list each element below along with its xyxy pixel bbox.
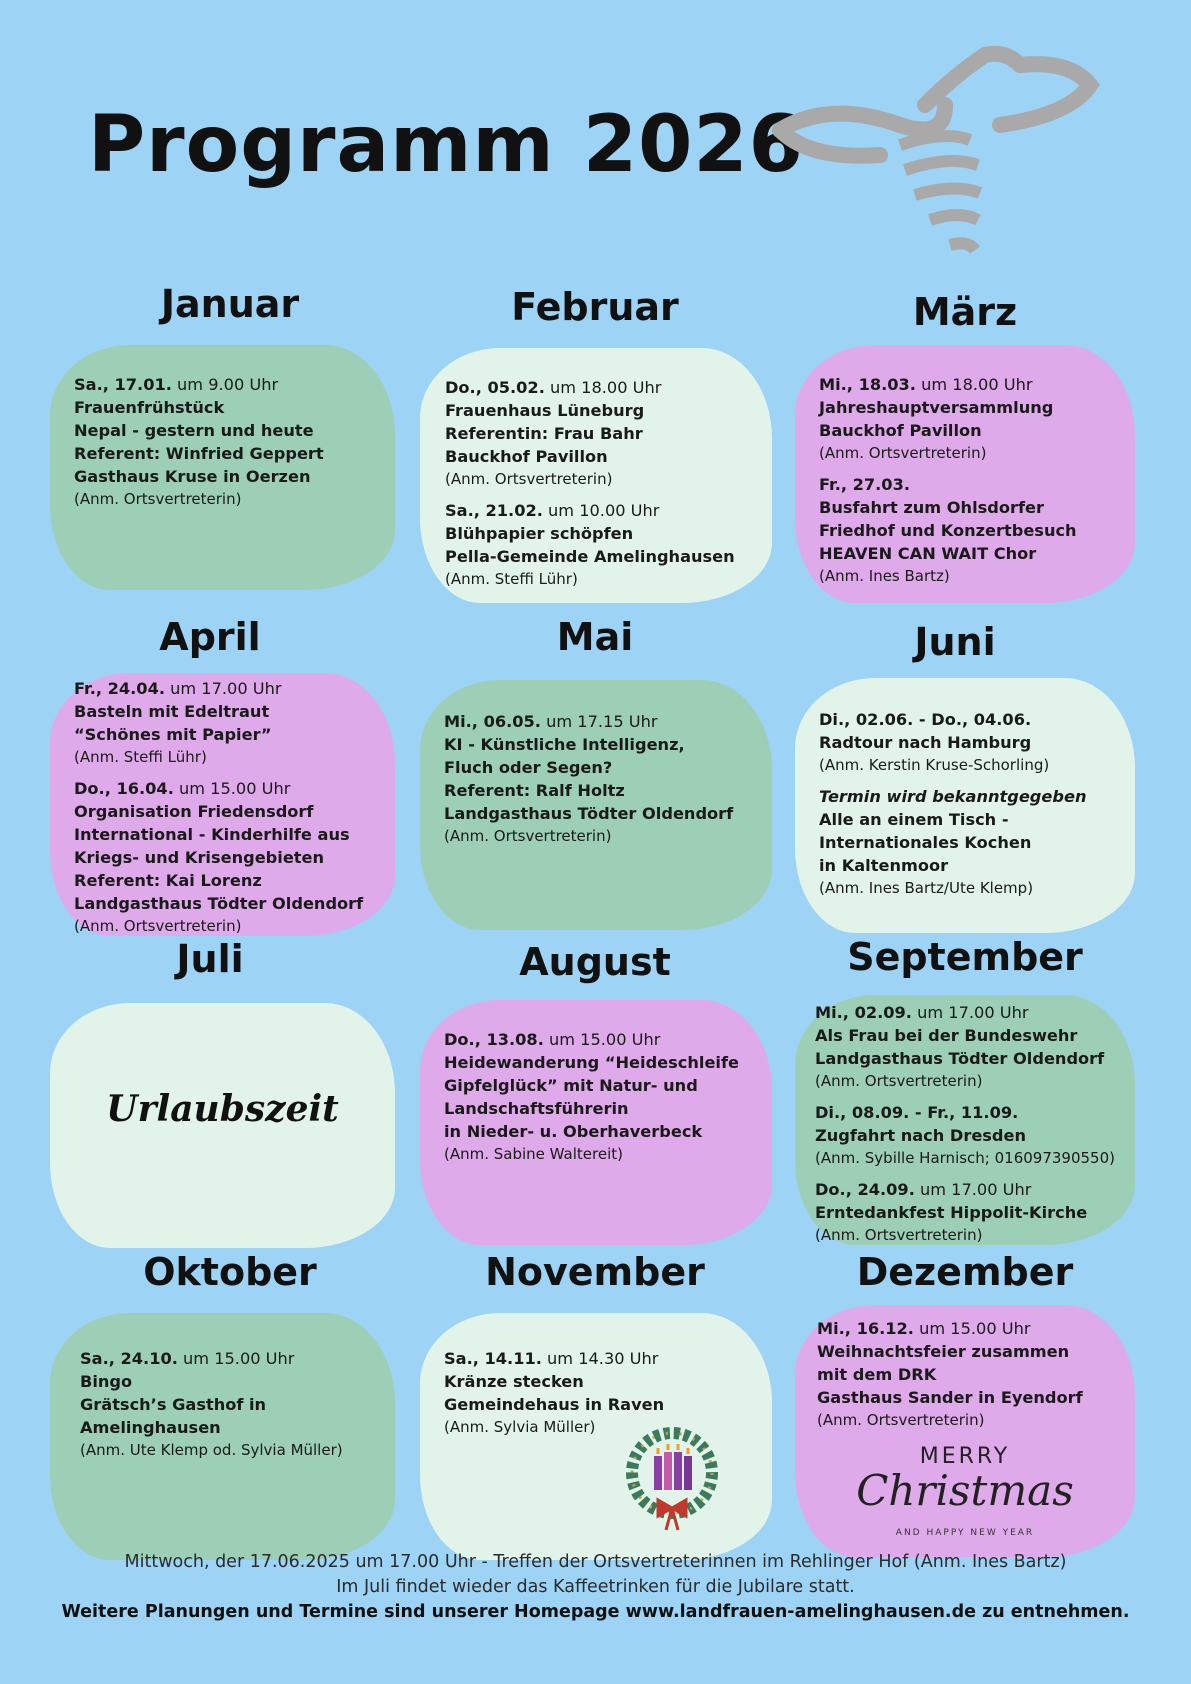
event-detail: Bingo	[80, 1372, 133, 1391]
event-entry	[819, 473, 1115, 588]
event-detail: Frauenfrühstück	[74, 398, 225, 417]
event-date: Mi., 02.09.	[815, 1003, 912, 1022]
event-card-april	[50, 673, 395, 936]
event-registration-note: (Anm. Kerstin Kruse-Schorling)	[819, 756, 1050, 774]
month-heading-juli: Juli	[176, 937, 244, 981]
event-detail: Grätsch’s Gasthof in	[80, 1395, 267, 1414]
event-time: um 18.00 Uhr	[544, 378, 662, 397]
event-card-maerz	[795, 345, 1135, 603]
month-heading-juni: Juni	[914, 620, 996, 664]
footer-line-3: Weitere Planungen und Termine sind unserer Homepage www.landfrauen-amelinghausen.de zu entnehmen.	[61, 1602, 1130, 1622]
event-detail: Jahreshauptversammlung	[819, 398, 1054, 417]
event-detail: “Schönes mit Papier”	[74, 725, 272, 744]
event-time: um 15.00 Uhr	[177, 1349, 295, 1368]
month-heading-februar: Februar	[511, 285, 679, 329]
event-registration-note: (Anm. Ortsvertreterin)	[74, 490, 242, 508]
event-date: Do., 05.02.	[445, 378, 545, 397]
event-entry	[74, 777, 375, 938]
month-heading-januar: Januar	[160, 282, 300, 326]
event-date-line	[444, 1028, 752, 1051]
event-entry	[819, 785, 1115, 900]
event-date: Sa., 24.10.	[80, 1349, 178, 1368]
event-time: um 18.00 Uhr	[915, 375, 1033, 394]
event-detail: Alle an einem Tisch -	[819, 810, 1009, 829]
month-heading-dezember: Dezember	[856, 1250, 1074, 1294]
event-detail: Referentin: Frau Bahr	[445, 424, 643, 443]
event-entry	[444, 710, 752, 848]
event-date-line	[445, 499, 752, 522]
event-registration-note: (Anm. Ortsvertreterin)	[815, 1226, 983, 1244]
month-heading-mai: Mai	[556, 615, 634, 659]
event-detail: Kriegs- und Krisengebieten	[74, 848, 325, 867]
event-date: Do., 16.04.	[74, 779, 174, 798]
event-detail: Bauckhof Pavillon	[445, 447, 608, 466]
footer-line-2: Im Juli findet wieder das Kaffeetrinken für die Jubilare statt.	[336, 1577, 855, 1597]
event-card-februar	[420, 348, 772, 603]
event-detail: KI - Künstliche Intelligenz,	[444, 735, 685, 754]
merry-christmas-graphic	[795, 1445, 1135, 1545]
event-date: Sa., 14.11.	[444, 1349, 542, 1368]
event-date: Di., 08.09. - Fr., 11.09.	[815, 1103, 1019, 1122]
event-card-dezember	[795, 1305, 1135, 1557]
event-card-juli	[50, 1003, 395, 1248]
event-entry	[819, 708, 1115, 777]
event-date-line	[445, 376, 752, 399]
event-card-oktober	[50, 1313, 395, 1560]
event-entry	[819, 373, 1115, 465]
event-detail: Amelinghausen	[80, 1418, 221, 1437]
event-card-mai	[420, 680, 772, 930]
event-detail: Weihnachtsfeier zusammen	[817, 1342, 1070, 1361]
event-time: um 15.00 Uhr	[173, 779, 291, 798]
month-heading-maerz: März	[912, 290, 1018, 334]
event-detail: Landgasthaus Tödter Oldendorf	[815, 1049, 1105, 1068]
happy-new-year-line: AND HAPPY NEW YEAR	[895, 1528, 1035, 1538]
advent-wreath-icon	[620, 1418, 725, 1533]
event-date: Di., 02.06. - Do., 04.06.	[819, 710, 1032, 729]
bee-logo-icon	[770, 45, 1100, 275]
page-title: Programm 2026	[88, 100, 804, 190]
event-time: um 9.00 Uhr	[171, 375, 279, 394]
event-date-line	[817, 1317, 1115, 1340]
event-date: Do., 13.08.	[444, 1030, 544, 1049]
event-detail: Landschaftsführerin	[444, 1099, 629, 1118]
urlaubszeit-label: Urlaubszeit	[106, 1088, 339, 1130]
event-registration-note: (Anm. Ortsvertreterin)	[819, 444, 987, 462]
event-date-line	[819, 373, 1115, 396]
event-registration-note: (Anm. Steffi Lühr)	[445, 570, 578, 588]
event-date: Mi., 06.05.	[444, 712, 541, 731]
event-registration-note: (Anm. Steffi Lühr)	[74, 748, 207, 766]
event-detail: in Kaltenmoor	[819, 856, 949, 875]
event-detail: Gemeindehaus in Raven	[444, 1395, 665, 1414]
event-date-line	[815, 1001, 1115, 1024]
event-detail: Als Frau bei der Bundeswehr	[815, 1026, 1078, 1045]
event-detail: Blühpapier schöpfen	[445, 524, 634, 543]
event-detail: Heidewanderung “Heideschleife	[444, 1053, 739, 1072]
event-detail: Referent: Kai Lorenz	[74, 871, 262, 890]
event-entry	[445, 499, 752, 591]
event-detail: Frauenhaus Lüneburg	[445, 401, 645, 420]
event-card-september	[795, 995, 1135, 1245]
event-date-line	[80, 1347, 375, 1370]
christmas-line: Christmas	[856, 1466, 1074, 1515]
event-detail: Landgasthaus Tödter Oldendorf	[444, 804, 734, 823]
event-detail: HEAVEN CAN WAIT Chor	[819, 544, 1037, 563]
event-detail: Kränze stecken	[444, 1372, 584, 1391]
event-card-november	[420, 1313, 772, 1560]
event-entry	[815, 1178, 1115, 1247]
event-registration-note: (Anm. Ines Bartz/Ute Klemp)	[819, 879, 1034, 897]
event-entry	[444, 1028, 752, 1166]
event-time: um 17.00 Uhr	[911, 1003, 1029, 1022]
event-registration-note: (Anm. Ortsvertreterin)	[74, 917, 242, 935]
event-detail: Nepal - gestern und heute	[74, 421, 314, 440]
event-entry	[445, 376, 752, 491]
event-detail: Radtour nach Hamburg	[819, 733, 1032, 752]
event-date-line	[815, 1178, 1115, 1201]
event-time: um 14.30 Uhr	[541, 1349, 659, 1368]
footer	[0, 1550, 1191, 1625]
event-detail: Busfahrt zum Ohlsdorfer	[819, 498, 1044, 517]
event-date: Fr., 27.03.	[819, 475, 910, 494]
event-card-juni	[795, 678, 1135, 933]
event-date-line	[819, 473, 1115, 496]
event-detail: in Nieder- u. Oberhaverbeck	[444, 1122, 703, 1141]
event-time: um 15.00 Uhr	[543, 1030, 661, 1049]
event-detail: Referent: Ralf Holtz	[444, 781, 625, 800]
event-date-line	[444, 710, 752, 733]
event-entry	[815, 1001, 1115, 1093]
event-registration-note: (Anm. Sylvia Müller)	[444, 1418, 596, 1436]
event-date: Sa., 17.01.	[74, 375, 172, 394]
event-detail: Erntedankfest Hippolit-Kirche	[815, 1203, 1088, 1222]
event-time: um 10.00 Uhr	[542, 501, 660, 520]
month-heading-november: November	[485, 1250, 705, 1294]
event-detail: Fluch oder Segen?	[444, 758, 613, 777]
merry-line: MERRY	[919, 1444, 1011, 1469]
event-card-januar	[50, 345, 395, 590]
month-heading-september: September	[847, 935, 1083, 979]
event-detail: Basteln mit Edeltraut	[74, 702, 270, 721]
event-date-line	[819, 708, 1115, 731]
event-registration-note: (Anm. Ortsvertreterin)	[815, 1072, 983, 1090]
event-date-line	[74, 777, 375, 800]
event-time: um 15.00 Uhr	[913, 1319, 1031, 1338]
event-time: um 17.15 Uhr	[540, 712, 658, 731]
event-detail: Gasthaus Kruse in Oerzen	[74, 467, 311, 486]
event-detail: Pella-Gemeinde Amelinghausen	[445, 547, 735, 566]
event-registration-note: (Anm. Ute Klemp od. Sylvia Müller)	[80, 1441, 343, 1459]
event-status: Termin wird bekanntgegeben	[819, 787, 1087, 806]
footer-line-1: Mittwoch, der 17.06.2025 um 17.00 Uhr - Treffen der Ortsvertreterinnen im Rehlinger Hof (Anm. Ines Bartz)	[124, 1552, 1067, 1572]
event-card-august	[420, 1000, 772, 1245]
event-date-line	[815, 1101, 1115, 1124]
event-entry	[817, 1317, 1115, 1432]
event-detail: Friedhof und Konzertbesuch	[819, 521, 1077, 540]
event-date: Do., 24.09.	[815, 1180, 915, 1199]
event-date-line	[444, 1347, 752, 1370]
month-heading-april: April	[159, 615, 261, 659]
event-date: Mi., 16.12.	[817, 1319, 914, 1338]
event-detail: Organisation Friedensdorf	[74, 802, 314, 821]
month-heading-oktober: Oktober	[143, 1250, 317, 1294]
event-date-line	[74, 373, 375, 396]
event-date-line	[74, 677, 375, 700]
event-detail: Gasthaus Sander in Eyendorf	[817, 1388, 1083, 1407]
event-entry	[74, 677, 375, 769]
month-heading-august: August	[519, 940, 671, 984]
event-entry	[815, 1101, 1115, 1170]
event-registration-note: (Anm. Ortsvertreterin)	[817, 1411, 985, 1429]
event-time: um 17.00 Uhr	[164, 679, 282, 698]
event-detail: International - Kinderhilfe aus	[74, 825, 350, 844]
event-detail: Landgasthaus Tödter Oldendorf	[74, 894, 364, 913]
event-registration-note: (Anm. Ortsvertreterin)	[445, 470, 613, 488]
event-date: Fr., 24.04.	[74, 679, 165, 698]
event-detail: Bauckhof Pavillon	[819, 421, 982, 440]
event-detail: mit dem DRK	[817, 1365, 937, 1384]
event-time: um 17.00 Uhr	[914, 1180, 1032, 1199]
event-registration-note: (Anm. Ortsvertreterin)	[444, 827, 612, 845]
event-detail: Zugfahrt nach Dresden	[815, 1126, 1027, 1145]
event-registration-note: (Anm. Ines Bartz)	[819, 567, 950, 585]
event-detail: Internationales Kochen	[819, 833, 1032, 852]
event-registration-note: (Anm. Sybille Harnisch; 016097390550)	[815, 1149, 1115, 1167]
event-entry	[74, 373, 375, 511]
event-detail: Gipfelglück” mit Natur- und	[444, 1076, 698, 1095]
event-date: Mi., 18.03.	[819, 375, 916, 394]
event-registration-note: (Anm. Sabine Waltereit)	[444, 1145, 623, 1163]
event-detail: Referent: Winfried Geppert	[74, 444, 324, 463]
event-date: Sa., 21.02.	[445, 501, 543, 520]
event-entry	[80, 1347, 375, 1462]
